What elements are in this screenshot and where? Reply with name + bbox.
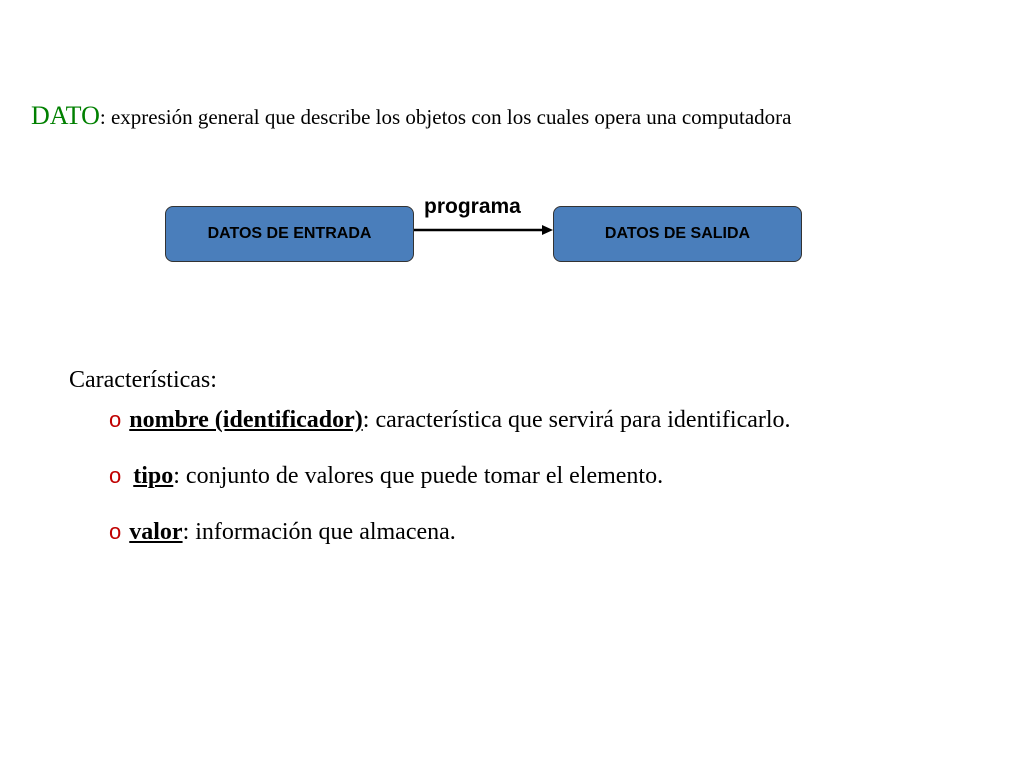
list-item — [109, 518, 456, 547]
input-data-box-label: DATOS DE ENTRADA — [207, 225, 372, 242]
output-data-box-label: DATOS DE SALIDA — [604, 225, 751, 242]
arrow-label: programa — [424, 195, 521, 218]
input-data-box — [165, 206, 414, 262]
arrow-right-icon — [414, 222, 554, 238]
definition-term: DATO — [31, 101, 100, 130]
list-item-text: : conjunto de valores que puede tomar el elemento. — [173, 463, 664, 489]
definition-text: : expresión general que describe los objetos con los cuales opera una computadora — [99, 105, 792, 129]
characteristics-heading: Características: — [69, 367, 217, 393]
list-item-text: : información que almacena. — [182, 519, 456, 545]
list-item-term: tipo — [133, 463, 174, 489]
list-item-text: : característica que servirá para identificarlo. — [362, 407, 791, 433]
bullet-marker: o — [109, 407, 122, 432]
definition-line — [31, 100, 791, 131]
list-item — [109, 406, 791, 435]
list-item-term: valor — [129, 519, 183, 545]
list-item-term: nombre (identificador) — [129, 407, 363, 433]
bullet-marker: o — [109, 519, 122, 544]
list-item — [109, 462, 663, 491]
output-data-box — [553, 206, 802, 262]
bullet-marker: o — [109, 463, 122, 488]
